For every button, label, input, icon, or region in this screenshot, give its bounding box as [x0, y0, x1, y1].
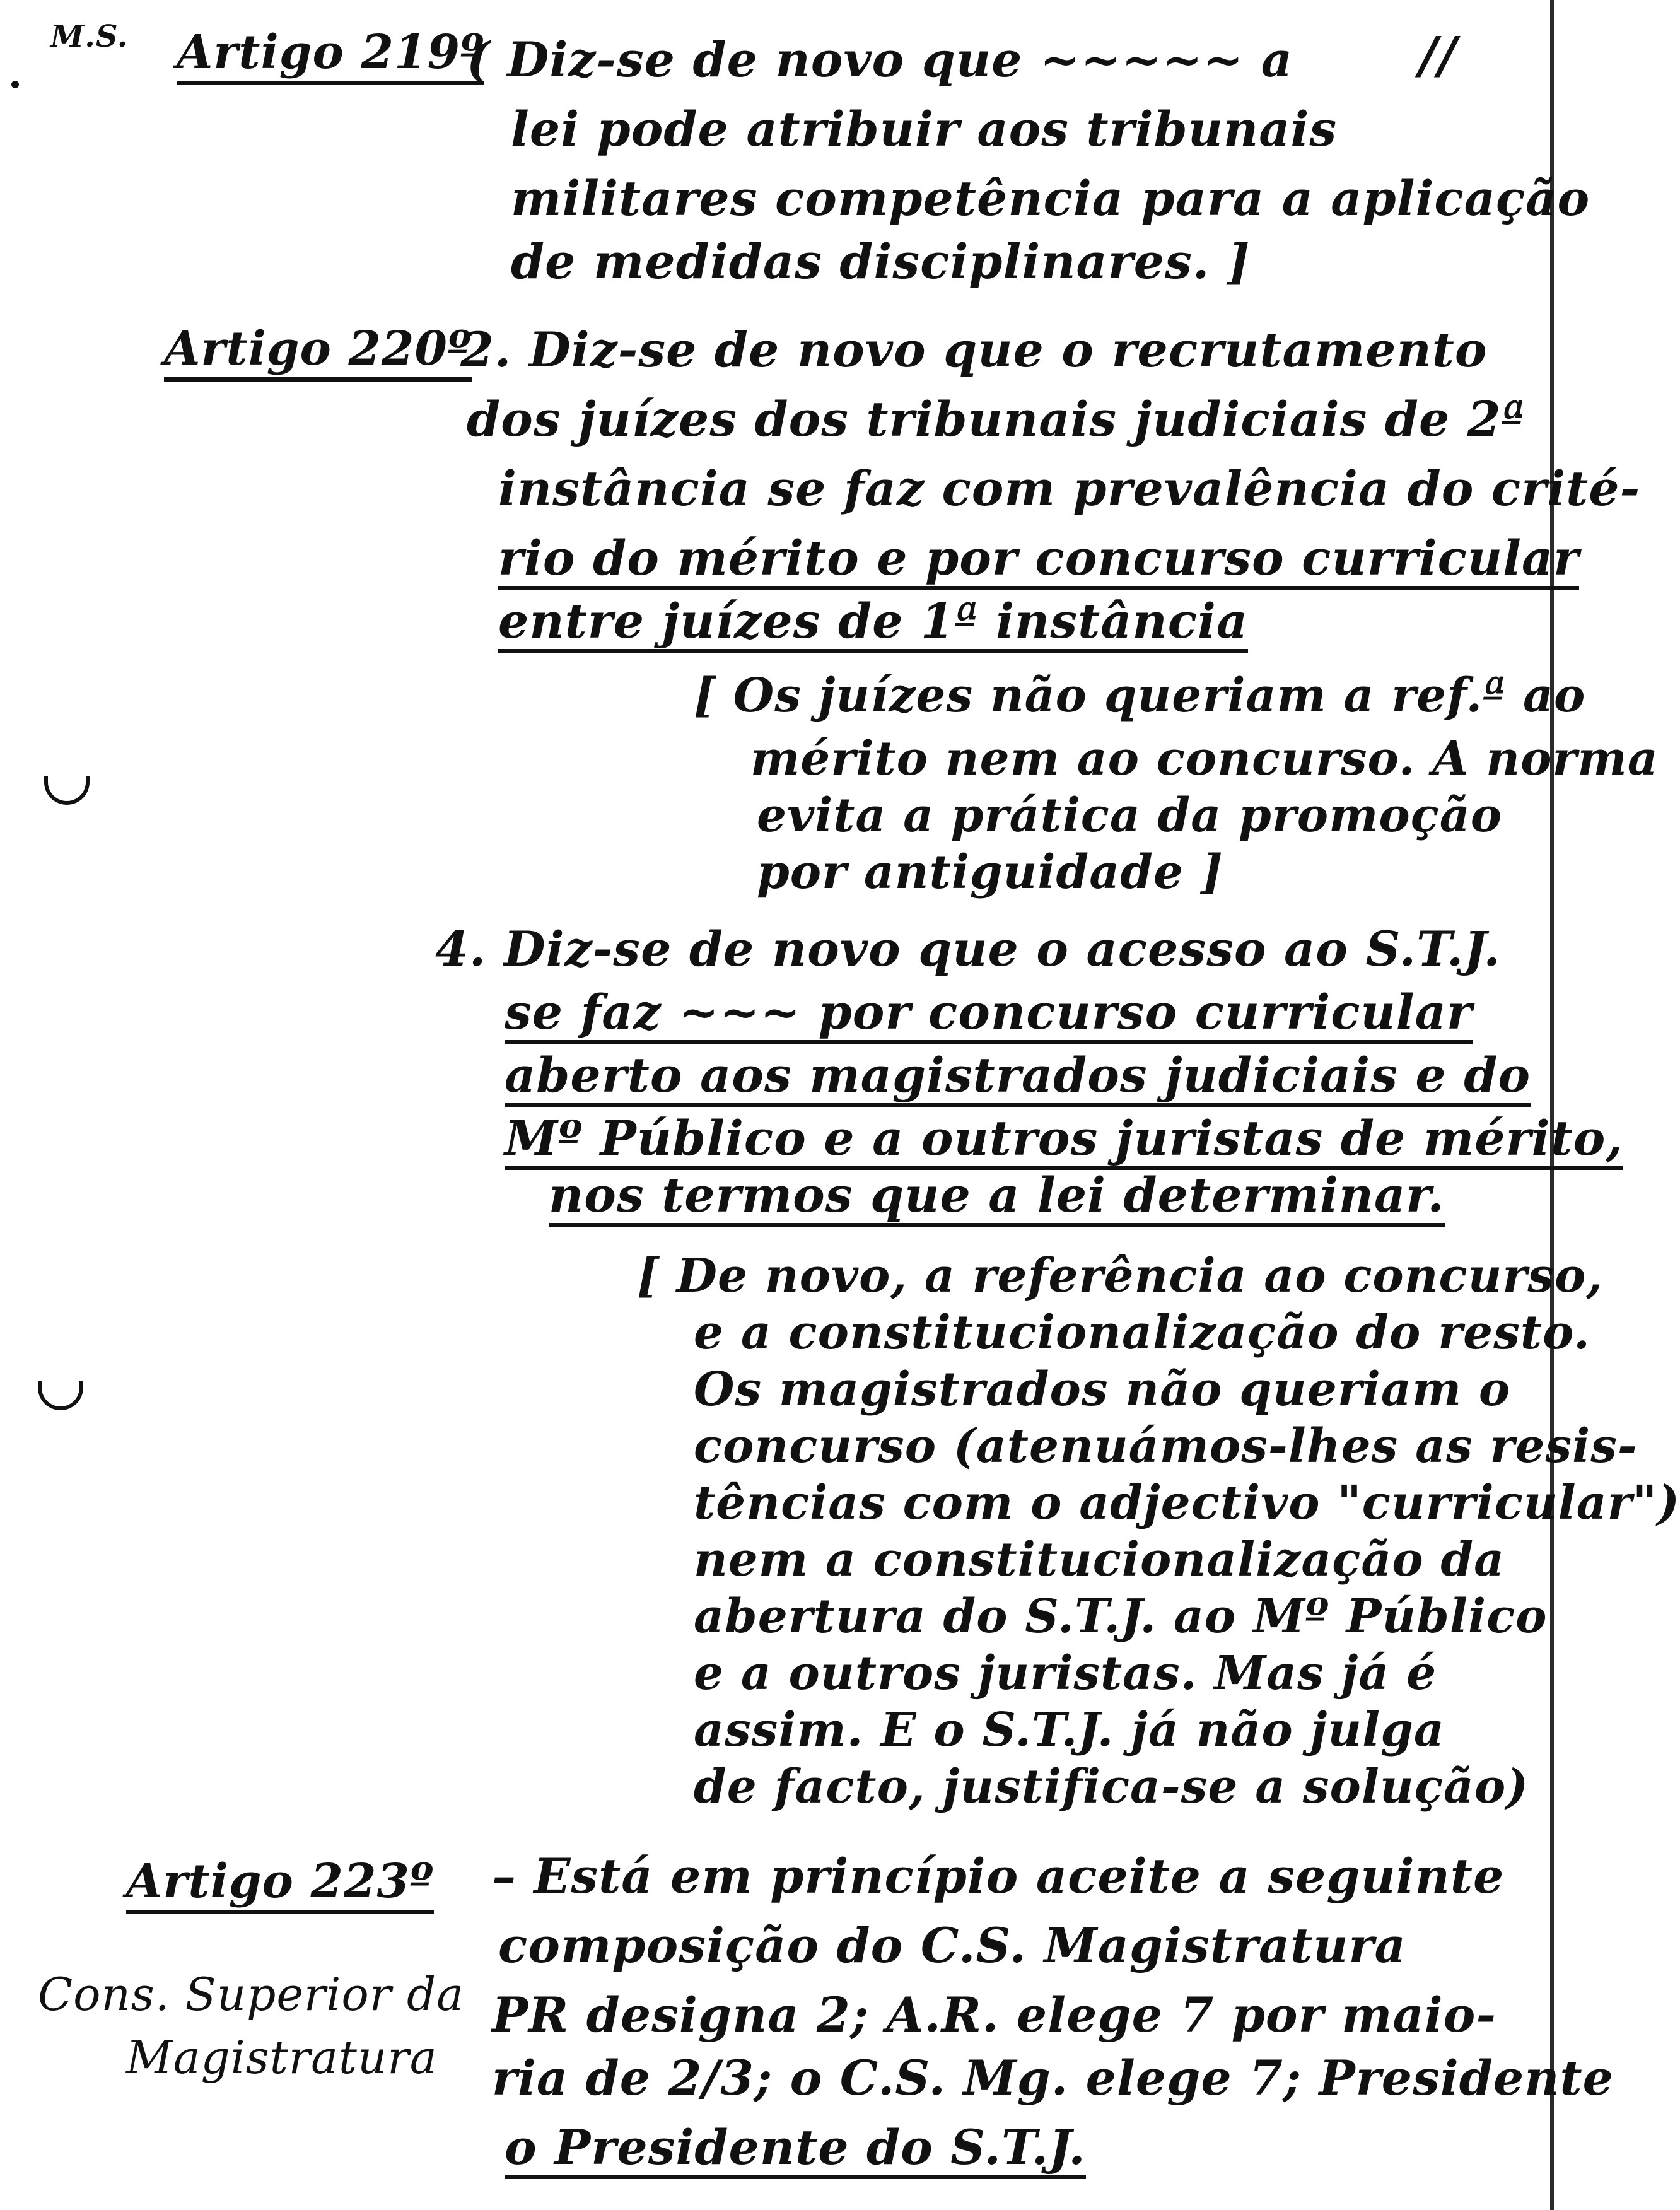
- initials: M.S.: [50, 19, 129, 54]
- art220-note4-line: abertura do S.T.J. ao Mº Público: [694, 1589, 1548, 1644]
- art220-note4-line: nem a constitucionalização da: [694, 1533, 1505, 1587]
- art219-line: militares competência para a aplicação: [511, 170, 1590, 226]
- art223-line: – Está em princípio aceite a seguinte: [492, 1848, 1505, 1904]
- art220-item4-line: Mº Público e a outros juristas de mérito,: [505, 1110, 1623, 1170]
- art223-line: ria de 2/3; o C.S. Mg. elege 7; Presidente: [492, 2050, 1614, 2106]
- art223-line: composição do C.S. Magistratura: [498, 1917, 1406, 1973]
- article-219-heading: Artigo 219º: [177, 25, 484, 85]
- art220-item2-line: entre juízes de 1ª instância: [498, 593, 1248, 653]
- art220-item2-line: rio do mérito e por concurso curricular: [498, 530, 1579, 590]
- punch-hole-mark: [38, 1381, 83, 1410]
- art220-note2-line: evita a prática da promoção: [757, 788, 1503, 843]
- art219-line: ( Diz-se de novo que ~~~~~ a: [467, 32, 1293, 88]
- art220-note4-line: Os magistrados não queriam o: [694, 1362, 1511, 1417]
- art220-note4-line: concurso (atenuámos-lhes as resis-: [694, 1419, 1638, 1473]
- art219-line: lei pode atribuir aos tribunais: [511, 101, 1338, 157]
- art220-item4-line: se faz ~~~ por concurso curricular: [505, 984, 1473, 1044]
- art220-note2-line: mérito nem ao concurso. A norma: [750, 732, 1659, 786]
- ink-dot: [11, 81, 19, 88]
- art220-note2-line: por antiguidade ]: [757, 845, 1223, 899]
- art220-note4-line: [ De novo, a referência ao concurso,: [637, 1249, 1604, 1303]
- page-edge: [1550, 0, 1554, 2210]
- art220-item2-line: instância se faz com prevalência do crité-: [498, 460, 1641, 517]
- article-223-heading: Artigo 223º: [126, 1854, 434, 1914]
- art220-note4-line: tências com o adjectivo "curricular"): [694, 1476, 1680, 1530]
- side-note-line: Magistratura: [126, 2031, 438, 2084]
- art220-item2-line: dos juízes dos tribunais judiciais de 2ª: [467, 391, 1525, 447]
- art220-note4-line: assim. E o S.T.J. já não julga: [694, 1703, 1445, 1757]
- art220-item4-line: aberto aos magistrados judiciais e do: [505, 1047, 1531, 1107]
- side-note-line: Cons. Superior da: [38, 1968, 465, 2021]
- art220-note4-line: de facto, justifica-se a solução): [694, 1760, 1529, 1814]
- art219-line: de medidas disciplinares. ]: [511, 233, 1251, 289]
- art220-note4-line: e a constitucionalização do resto.: [694, 1306, 1590, 1360]
- article-220-heading: Artigo 220º: [164, 322, 472, 382]
- art223-line: PR designa 2; A.R. elege 7 por maio-: [492, 1987, 1496, 2043]
- corner-marks: //: [1419, 25, 1457, 85]
- art220-item2-line: 2. Diz-se de novo que o recrutamento: [460, 322, 1488, 378]
- art220-item4-line: 4. Diz-se de novo que o acesso ao S.T.J.: [435, 921, 1501, 977]
- art223-line: o Presidente do S.T.J.: [505, 2119, 1086, 2179]
- punch-hole-mark: [44, 776, 90, 805]
- art220-note4-line: e a outros juristas. Mas já é: [694, 1646, 1437, 1700]
- art220-note2-line: [ Os juízes não queriam a ref.ª ao: [694, 669, 1586, 723]
- art220-item4-line: nos termos que a lei determinar.: [549, 1167, 1445, 1227]
